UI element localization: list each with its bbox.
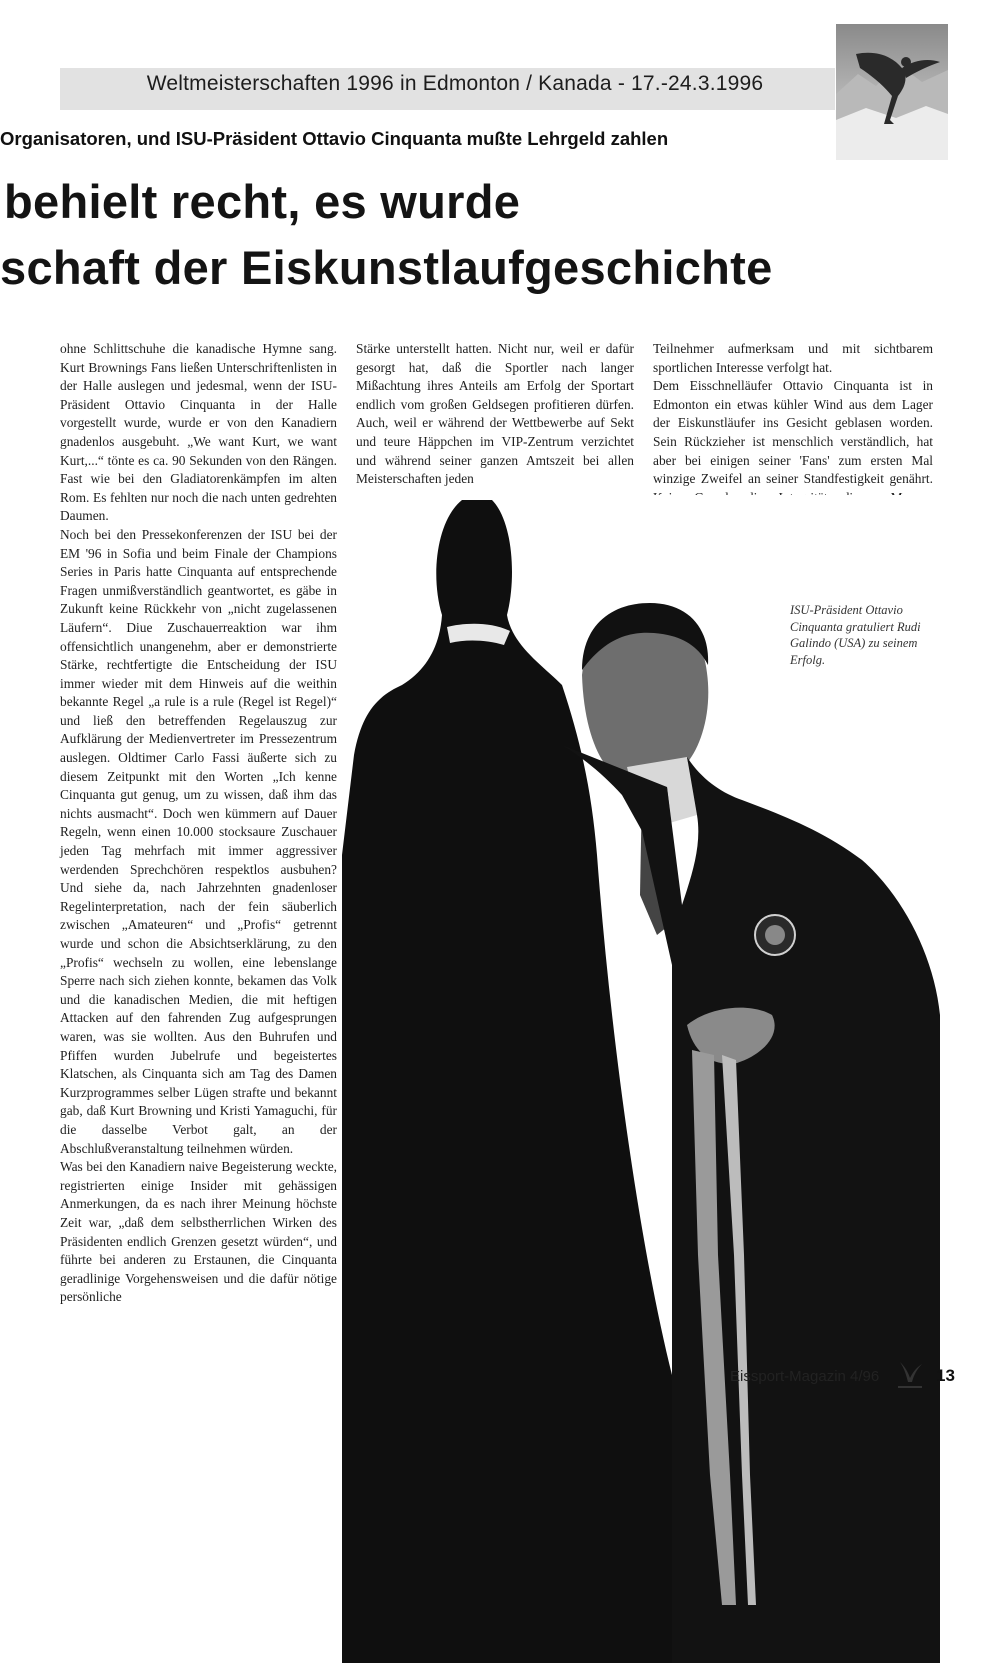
article-photo xyxy=(342,495,940,1663)
magazine-logo-icon xyxy=(896,1358,924,1390)
article-headline-line1: behielt recht, es wurde xyxy=(4,175,521,228)
article-column-1 xyxy=(60,340,337,1307)
article-subtitle: Organisatoren, und ISU-Präsident Ottavio Cinquanta mußte Lehrgeld zahlen xyxy=(0,128,669,149)
header-banner-text: Weltmeisterschaften 1996 in Edmonton / Kanada - 17.-24.3.1996 xyxy=(146,72,764,95)
article-column-2 xyxy=(356,340,634,489)
paragraph: ohne Schlittschuhe die kanadische Hymne sang. Kurt Brownings Fans ließen Unterschriftenlisten in der Halle auslegen und jedesmal, wenn der ISU-Präsident Ottavio Cinquanta in der Halle vorgestellt wurde, wurde er von den Kanadiern gnadenlos ausgebuht. „We want Kurt, we want Kurt,...“ tönte es ca. 90 Sekunden von den Rängen. Fast wie bei den Gladiatorenkämpfen im alten Rom. Es fehlten nur noch die nach unten gedrehten Daumen. xyxy=(60,341,337,524)
paragraph-text: Dem Eisschnelläufer Ottavio Cinquanta ist in Edmonton ein etwas kühler Wind aus dem Lager der Eiskunstläufer ins Gesicht geblasen worden. Sein Rückzieher ist menschlich verständlich, hat aber bei einigen seiner 'Fans' zum ersten Mal winzige Zweifel an seiner Standfestigkeit genährt. xyxy=(653,378,933,487)
paragraph: Noch bei den Pressekonferenzen der ISU bei der EM '96 in Sofia und beim Finale der Champions Series in Paris hatte Cinquanta auf entsprechende Fragen unmißverständlich geantwortet, es gäbe in Zukunft keine Rückkehr von „nicht zugelassenen Läufern“. Diue Zuschauerreaktion war ihm offensichtlich unangenehm, aber er demonstrierte Stärke, rechtfertigte die Entscheidung der ISU immer wieder mit dem Hinweis auf die weithin bekannte Regel „a rule is a rule (Regel ist Regel)“ und ließ den betreffenden Regelauszug zur Aufklärung der Medienvertreter im Pressezentrum auslegen. Oldtimer Carlo Fassi äußerte sich zu diesem Zeitpunkt mit den Worten „Ich kenne Cinquanta gut genug, um zu wissen, daß ihm das nichts ausmacht“. Doch wen kümmern auf Dauer Regeln, wenn einen 10.000 stocksaure Zuschauer jeden Tag mehrfach mit immer aggressiver werdenden Sprechchören respektlos ausbuhen? Und siehe da, nach Jahrzehnten gnadenloser Regelinterpretation, nach der fein säuberlich zwischen „Amateuren“ und „Profis“ getrennt wurde und schon die Absichtserklärung, zu den „Profis“ wechseln zu wollen, eine lebenslange Sperre nach sich ziehen konnte, bekamen das Volk und die kanadischen Medien, die mit heftigen Attacken auf den fahrenden Zug aufgesprungen waren, was sie wollten. Aus den Buhrufen und Pfiffen wurden Jubelrufe und begeistertes Klatschen, als Cinquanta sich am Tag des Damen Kurzprogrammes selber Lügen strafte und bekannt gab, daß Kurt Browning und Kristi Yamaguchi, für die dasselbe Verbot galt, an der Abschlußveranstaltung teilnehmen würden. xyxy=(60,526,337,1156)
paragraph: Stärke unterstellt hatten. Nicht nur, weil er dafür gesorgt hat, daß die Sportler nach langer Mißachtung ihres Anteils am Erfolg der Sportart endlich vom großen Geldsegen profitieren dürfen. Auch, weil er während der Wettbewerbe auf Sekt und teure Häppchen im VIP-Zentrum verzichtet und während seiner ganzen Amtszeit bei allen Meisterschaften jeden xyxy=(356,341,634,487)
page-number: 13 xyxy=(936,1366,955,1385)
paragraph: Was bei den Kanadiern naive Begeisterung weckte, registrierten einige Insider mit gehässigen Anmerkungen, da es nach ihrer Meinung höchste Zeit war, „daß dem selbstherrlichen Wirken des Präsidenten endlich Grenzen gesetzt würden“, und führte bei anderen zu Erstaunen, die Cinquanta geradlinige Vorgehensweisen und die dafür nötige persönliche xyxy=(60,1159,337,1305)
article-headline-line2: schaft der Eiskunstlaufgeschichte xyxy=(0,241,773,294)
photo-caption: ISU-Präsident Ottavio Cinquanta gratuliert Rudi Galindo (USA) zu seinem Erfolg. xyxy=(790,603,921,667)
paragraph: Teilnehmer aufmerksam und mit sichtbarem sportlichen Interesse verfolgt hat. xyxy=(653,341,933,375)
magazine-issue: Eissport-Magazin 4/96 xyxy=(730,1368,880,1385)
